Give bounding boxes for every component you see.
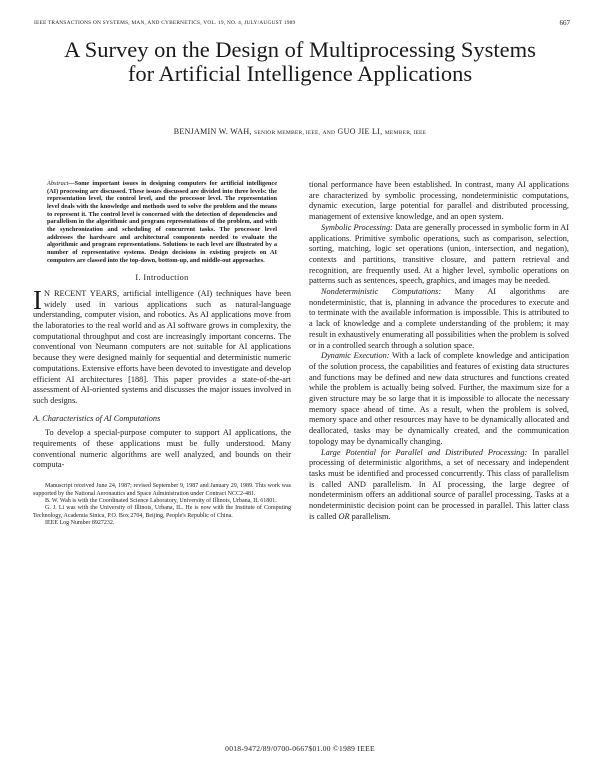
abstract [47, 180, 277, 264]
section-heading-introduction: I. Introduction [135, 273, 189, 283]
footnotes [33, 481, 291, 527]
page-number: 667 [559, 19, 570, 27]
author-2-role: MEMBER, IEEE [384, 130, 427, 136]
nondeterministic-heading: Nondeterministic Computations: [321, 287, 442, 297]
intro-paragraph-1-text: artificial intelligence (AI) techniques have been widely used in various applications such as natural-language understanding, computer vision, and robotics. As AI applications move from the laboratories to the real world and as AI software grows in complexity, the computational throughput and cost are increasingly important concerns. The conventional von Neumann computers are not suitable for AI applications because they were designed mainly for sequential and deterministic numeric computations. Extensive efforts have been devoted to investigate and develop efficient AI architectures [188]. This paper provides a state-of-the-art assessment of AI-oriented systems and discusses the major issues involved in such designs. [33, 288, 291, 405]
nondeterministic-text: Many AI algorithms are nondeterministic, that is, planning in advance the procedures to execute and to terminate with the available information is impossible. This is attributed to a lack of knowledge and a complete understanding of the problem; it may result in exhaustively enumerating all possibilities when the problem is solved or in a controlled search through a solution space. [309, 287, 569, 350]
intro-paragraph-1 [33, 284, 291, 407]
parallel-processing-heading: Large Potential for Parallel and Distributed Processing: [321, 447, 528, 457]
running-head: IEEE TRANSACTIONS ON SYSTEMS, MAN, AND CYBERNETICS, VOL. 19, NO. 4, JULY/AUGUST 1989 [34, 20, 296, 26]
dynamic-execution-heading: Dynamic Execution: [321, 351, 390, 361]
left-column [33, 180, 291, 528]
author-line [60, 127, 540, 136]
or-word: OR [338, 511, 350, 521]
dynamic-execution-text: With a lack of complete knowledge and anticipation of the solution process, the capabilities and features of existing data structures and functions may be defined and new data structures and functions created while the problem is actually being solved. Further, the maximum size for a given structure may be so large that it is impossible to allocate the necessary memory space ahead of time. As a result, when the problem is solved, memory space and other resources may have to be dynamically allocated and deallocated, tasks may be dynamically created, and the communication topology may be dynamically changing. [309, 351, 569, 446]
author-1-name: BENJAMIN W. WAH, [173, 127, 252, 136]
footnote-author-1: B. W. Wah is with the Coordinated Science Laboratory, University of Illinois, Urbana, IL 61801. [45, 497, 277, 504]
parallel-processing-paragraph [309, 448, 569, 523]
intro-paragraph-2: To develop a special-purpose computer to support AI applications, the requirements of these applications must be fully understood. Many conventional numeric algorithms are well analyzed, and bounds on their computa- [33, 428, 291, 470]
dynamic-execution-paragraph [309, 351, 569, 447]
paper-title: A Survey on the Design of Multiprocessing Systems for Artificial Intelligence Applications [64, 37, 536, 86]
parallel-processing-text: In parallel processing of deterministic algorithms, a set of necessary and independent tasks must be identified and processed concurrently. This class of parallelism is called AND parallelism. In AI processing, the large degree of nondeterminism offers an additional source of parallel processing. Tasks at a nondeterministic decision point can be processed in parallel. This latter class is called [309, 447, 569, 521]
author-2-name: GUO JIE LI, [337, 127, 383, 136]
parallel-processing-end: parallelism. [349, 511, 391, 521]
intro-first-words: N RECENT YEARS, [44, 288, 120, 298]
right-column [309, 180, 569, 523]
symbolic-processing-paragraph [309, 223, 569, 287]
nondeterministic-paragraph [309, 287, 569, 351]
author-and: AND [322, 130, 336, 136]
abstract-text: —Some important issues in designing computers for artificial intelligence (AI) processing are discussed. These issues discussed are divided into three levels: the representation level, the control level, and the processor level. The representation level deals with the knowledge and methods used to solve the problem and the means to represent it. The control level is concerned with the detection of dependencies and parallelism in the algorithmic and program representations of the problem, and with the synchronization and scheduling of concurrent tasks. The processor level addresses the hardware and architectural components needed to evaluate the algorithmic and program representations. Solutions to each level are illustrated by a number of representative systems. Design decisions in existing projects on AI computers are classed into the top-down, bottom-up, and middle-out approaches. [47, 180, 277, 264]
subsection-heading-a: A. Characteristics of AI Computations [33, 413, 161, 423]
footnote-author-2: G. J. Li was with the University of Illinois, Urbana, IL. He is now with the Institute of Computing Technology, Academia Sinica, P.O. Box 2704, Beijing, People's Republic of China. [33, 505, 291, 519]
symbolic-processing-heading: Symbolic Processing: [321, 222, 393, 232]
copyright-code: 0018-9472/89/0700-0667$01.00 ©1989 IEEE [225, 744, 375, 753]
footnote-manuscript: Manuscript received June 24, 1987; revised September 9, 1987 and January 29, 1989. This work was supported by the National Aeronautics and Space Administration under Contract NCC2-481. [33, 483, 291, 497]
drop-cap: I [33, 284, 42, 315]
symbolic-processing-text: Data are generally processed in symbolic form in AI applications. Primitive symbolic operations, such as comparison, selection, sorting, matching, logic set operations (union, intersection, and negation), contexts and partitions, transitive closure, and pattern retrieval and recognition, are frequently used. At a higher level, symbolic operations on patterns such as sentences, speech, graphics, and images may be needed. [309, 222, 570, 286]
footnote-log-number: IEEE Log Number 8927232. [45, 520, 115, 527]
abstract-label: Abstract [47, 180, 69, 187]
author-1-role: SENIOR MEMBER, IEEE, [254, 130, 321, 136]
right-paragraph-1: tional performance have been established. In contrast, many AI applications are characterized by symbolic processing, nondeterministic computations, dynamic execution, large potential for parallel and distributed processing, management of extensive knowledge, and an open system. [309, 180, 569, 222]
